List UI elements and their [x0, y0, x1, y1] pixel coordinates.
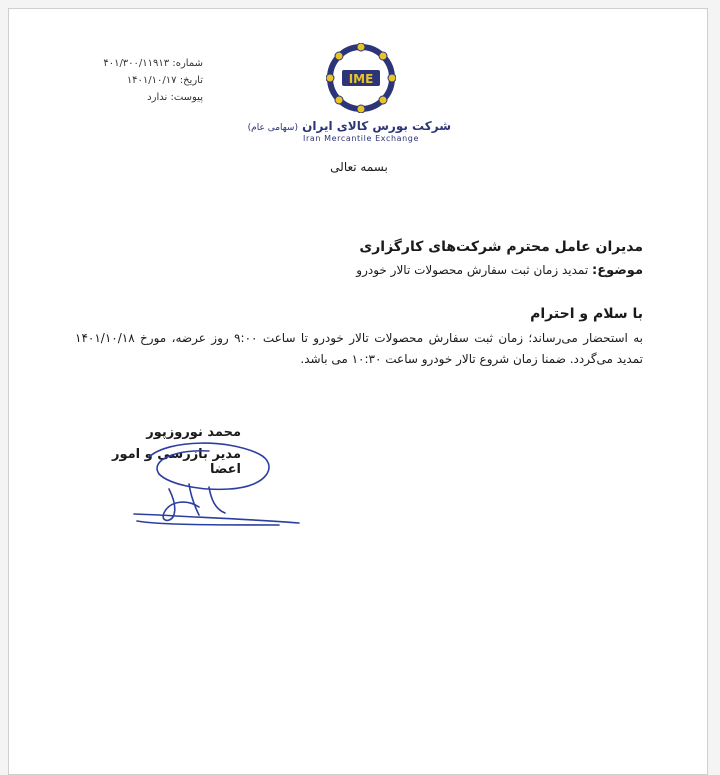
letter-attachment-label: پیوست: — [170, 92, 203, 103]
letter-number-row — [73, 55, 203, 72]
letter-greeting: با سلام و احترام — [530, 306, 643, 322]
letter-metadata — [73, 55, 203, 106]
letter-attachment-row — [73, 89, 203, 106]
letter-date-label: تاریخ: — [179, 75, 203, 86]
letter-subject — [75, 263, 643, 278]
letter-date-value: ۱۴۰۱/۱۰/۱۷ — [126, 75, 177, 86]
company-name-fa-main: شرکت بورس کالای ایران — [302, 119, 451, 133]
letter-addressee: مدیران عامل محترم شرکت‌های کارگزاری — [359, 239, 643, 255]
company-name-fa-suffix: (سهامی عام) — [247, 123, 298, 133]
letter-number-label: شماره: — [172, 58, 203, 69]
letter-number-value: ۴۰۱/۳۰۰/۱۱۹۱۳ — [103, 58, 170, 69]
letter-body — [75, 239, 643, 370]
letter-subject-label: موضوع: — [592, 263, 643, 278]
signatory-name: محمد نوروزپور — [146, 425, 241, 440]
company-logo-block — [247, 43, 451, 143]
company-name-fa — [247, 119, 451, 133]
letter-date-row — [73, 72, 203, 89]
letter-paragraph: به استحضار می‌رساند؛ زمان ثبت سفارش محصولات تالار خودرو تا ساعت ۹:۰۰ روز عرضه، مورخ ۱۴۰۱/۱۰/۱۸ تمدید می‌گردد. ضمنا زمان شروع تالار خودرو ساعت ۱۰:۳۰ می باشد. — [75, 331, 644, 366]
company-name-en: Iran Mercantile Exchange — [302, 134, 419, 143]
letter-page — [8, 8, 708, 775]
ime-logo-icon — [326, 43, 396, 113]
handwritten-signature-icon — [129, 429, 309, 529]
logo-text: IME — [348, 72, 374, 86]
letter-attachment-value: ندارد — [147, 92, 168, 103]
signatory-title: مدیر بازرسی و امور اعضا — [112, 447, 241, 477]
letter-subject-text: تمدید زمان ثبت سفارش محصولات تالار خودرو — [356, 263, 589, 277]
invocation: بسمه تعالی — [330, 160, 388, 174]
